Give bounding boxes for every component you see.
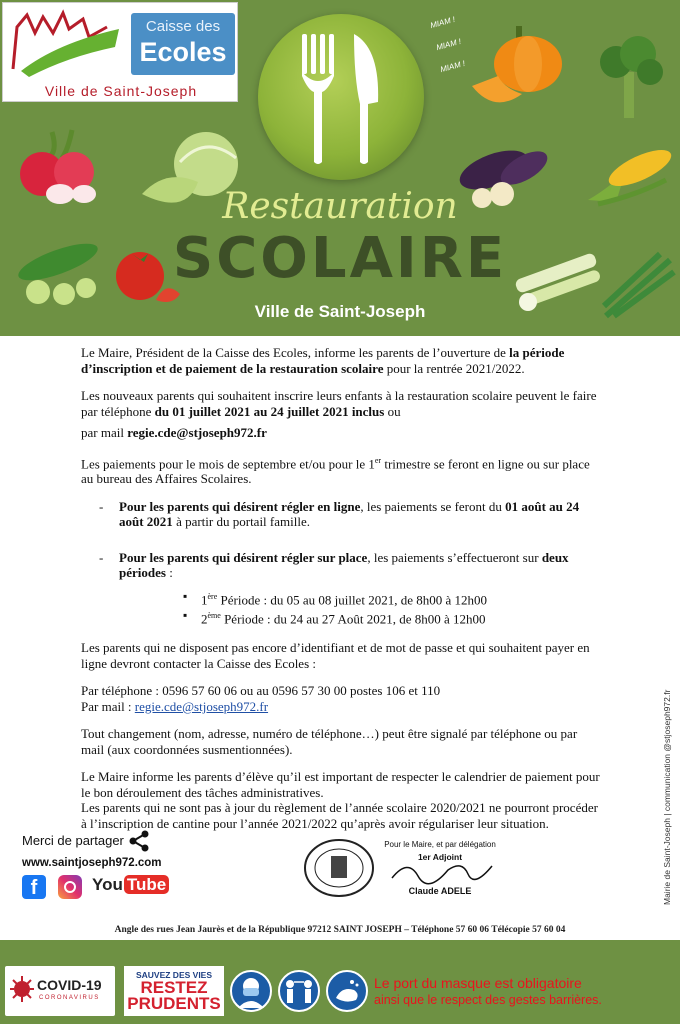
paragraph-payments [81,453,601,487]
text: Période : du 05 au 08 juillet 2021, de 8h00 à 12h00 [217,592,487,608]
text-bold: la période d’inscription et de paiement de la restauration scolaire [81,345,565,376]
text: , les paiements s’effectueront sur [367,549,542,565]
paragraph-contact-details [81,683,601,714]
sauvez-line3: PRUDENTS [127,994,221,1013]
paragraph-changes: Tout changement (nom, adresse, numéro de téléphone…) peut être signalé par téléphone ou par mail (aux coordonnées susmentionnées). [81,726,578,757]
official-stamp [303,838,375,898]
credit-vertical: Mairie de Saint-Joseph | communication @stjoseph972.fr [662,689,672,905]
signature-title: 1er Adjoint [417,852,463,862]
announcement-body [81,345,601,843]
address-line: Angle des rues Jean Jaurès et de la République 97212 SAINT JOSEPH – Téléphone 57 60 06 Télécopie 57 60 04 [114,925,566,935]
broccoli-icon [594,32,668,122]
paragraph-intro [81,345,601,376]
logos [2,2,238,102]
signature-name: Claude ADELE [408,886,472,896]
caisse-des-ecoles-logo [131,13,235,75]
text: Les paiements pour le mois de septembre et/ou pour le 1 [81,455,375,471]
text: Les nouveaux parents qui souhaitent inscrire leurs enfants à la restauration scolaire peuvent le faire par téléphone [81,388,597,419]
text: ou [384,403,401,419]
list-item [183,589,601,608]
superscript: er [374,455,382,465]
logo-cde-line2: Ecoles [139,37,227,67]
email-regie: regie.cde@stjoseph972.fr [127,425,267,440]
text: pour la rentrée 2021/2022. [383,360,525,376]
paragraph-contact: Les parents qui ne disposent pas encore d’identifiant et de mot de passe et qui souhaitent payer en ligne devront contacter la Caisse des Ecoles : [81,640,590,671]
logo-town-text: Ville de Saint-Joseph [44,83,198,99]
text: 1 [201,592,208,608]
period-list [81,589,601,627]
sauvez-badge [124,966,224,1016]
distance-icon [278,970,320,1012]
dash: - [99,498,104,514]
covid-subtitle: CORONAVIRUS [39,995,100,1001]
text: par mail [81,425,128,440]
paragraph-calendar: Le Maire informe les parents d’élève qu’il est important de respecter le calendrier de paiement pour le bon déroulement des tâches administratives. [81,769,600,800]
bullet-onsite-payment [81,550,601,581]
superscript: ème [207,610,221,620]
text-bold: deux périodes [119,549,569,581]
sauvez-line2: RESTEZ [140,978,208,997]
signature-delegation: Pour le Maire, et par délégation [384,840,496,849]
handwash-icon [326,970,368,1012]
mask-icon [230,970,272,1012]
paragraph-arrears: Les parents qui ne sont pas à jour du règlement de l’année scolaire 2020/2021 ne pourront procéder à l’inscription de cantine pour l’année 2021/2022 qu’après avoir régulariser leur situation. [81,800,598,831]
miam-text-3: MIAM ! [439,58,467,75]
website-link[interactable]: www.saintjoseph972.com [22,857,162,869]
text-bold: Pour les parents qui désirent régler sur place [119,549,368,565]
title-scolaire: SCOLAIRE [172,226,508,291]
dash: - [99,549,104,565]
facebook-icon[interactable]: f [22,875,46,899]
youtube-tube: Tube [124,875,169,894]
text-bold: Pour les parents qui désirent régler en ligne [119,498,361,514]
text-bold: 01 août au 24 août 2021 [119,498,580,530]
text: à partir du portail famille. [172,514,310,530]
superscript: ère [207,591,218,601]
paragraph-new-parents [81,388,601,419]
cucumber-icon [12,236,106,310]
text-bold: du 01 juillet 2021 au 24 juillet 2021 inclus [154,403,385,419]
text: Période : du 24 au 27 Août 2021, de 8h00 à 12h00 [220,610,486,626]
green-onion-icon [600,250,676,320]
virus-icon [9,974,35,1004]
miam-text-1: MIAM ! [429,14,457,31]
text: Le Maire, Président de la Caisse des Ecoles, informe les parents de l’ouverture de [81,345,510,360]
mask-notice: Le port du masque est obligatoire [374,975,582,991]
header-banner [0,0,680,336]
sauvez-line1: SAUVEZ DES VIES [135,970,213,980]
title-restauration: Restauration [222,186,458,227]
share-label: Merci de partager [22,833,124,848]
text: 2 [201,610,208,626]
paragraph-mail [81,425,601,441]
instagram-icon[interactable] [58,875,82,899]
fork-knife-icon [298,28,388,168]
share-icon[interactable] [128,830,150,852]
text: trimestre se feront en ligne ou sur place au bureau des Affaires Scolaires. [81,455,590,487]
youtube-icon[interactable] [92,875,169,895]
title-city: Ville de Saint-Joseph [254,302,426,321]
text: , les paiements se feront du [360,498,506,514]
youtube-text: You [92,875,123,894]
footer-banner [0,940,680,1024]
barrier-gestures-notice: ainsi que le respect des gestes barrières. [374,993,602,1007]
text: : [165,565,173,581]
list-item [183,608,601,627]
saint-joseph-logo [7,7,125,77]
logo-cde-line1: Caisse des [145,18,221,35]
miam-text-2: MIAM ! [435,36,463,53]
text: Par mail : [81,698,135,714]
handwritten-signature [388,856,498,886]
radish-icon [12,128,112,210]
covid-badge [5,966,115,1016]
corn-icon [586,140,676,210]
pumpkin-icon [470,22,566,112]
email-link[interactable]: regie.cde@stjoseph972.fr [134,698,269,714]
covid-title: COVID-19 [37,977,102,993]
bullet-online-payment [81,499,601,530]
phone-numbers: Par téléphone : 0596 57 60 06 ou au 0596 57 30 00 postes 106 et 110 [81,683,441,699]
